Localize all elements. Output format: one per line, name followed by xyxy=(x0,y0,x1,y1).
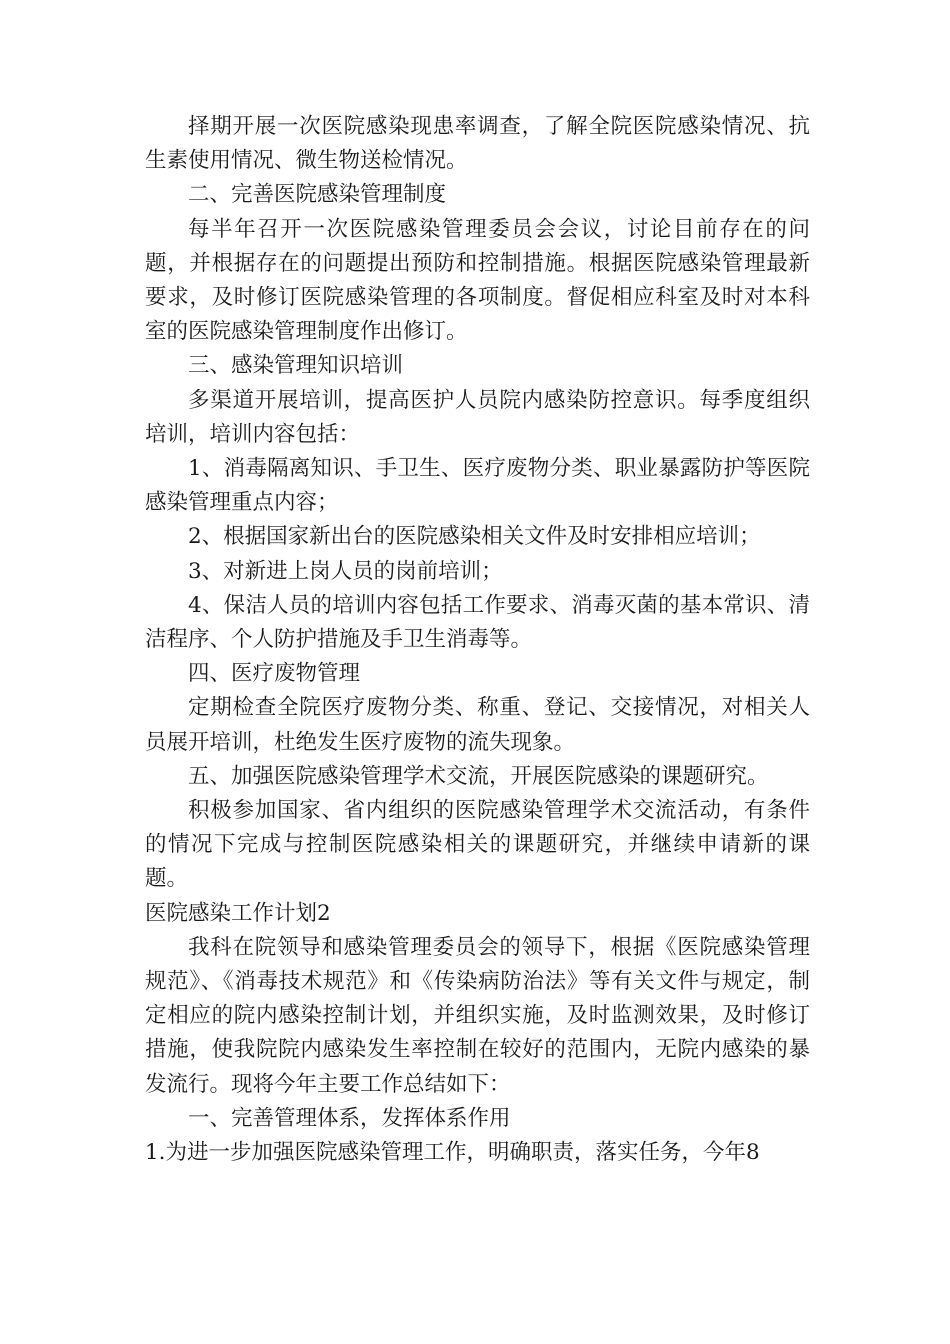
section-heading-5: 五、加强医院感染管理学术交流，开展医院感染的课题研究。 xyxy=(188,763,769,789)
paragraph-plan-2-item-1: 1.为进一步加强医院感染管理工作，明确职责，落实任务，今年8 xyxy=(145,1140,760,1166)
section-heading-2: 二、完善医院感染管理制度 xyxy=(188,182,447,208)
list-item-training-3: 3、对新进上岗人员的岗前培训； xyxy=(188,558,503,584)
paragraph-survey-continuation: 择期开展一次医院感染现患率调查，了解全院医院感染情况、抗生素使用情况、微生物送检情况。 xyxy=(145,114,810,174)
section-heading-plan-2-1: 一、完善管理体系，发挥体系作用 xyxy=(188,1105,511,1131)
list-item-training-4: 4、保洁人员的培训内容包括工作要求、消毒灭菌的基本常识、清洁程序、个人防护措施及手卫生消毒等。 xyxy=(145,592,810,653)
section-heading-3: 三、感染管理知识培训 xyxy=(188,353,404,379)
paragraph-committee-meeting: 每半年召开一次医院感染管理委员会会议，讨论目前存在的问题，并根据存在的问题提出预防和控制措施。根据医院感染管理最新要求，及时修订医院感染管理的各项制度。督促相应科室及时对本科室的医院感染管理制度作出修订。 xyxy=(145,216,810,345)
list-item-training-1: 1、消毒隔离知识、手卫生、医疗废物分类、职业暴露防护等医院感染管理重点内容； xyxy=(145,456,810,516)
paragraph-plan-2-intro: 我科在院领导和感染管理委员会的领导下，根据《医院感染管理规范》、《消毒技术规范》和《传染病防治法》等有关文件与规定，制定相应的院内感染控制计划，并组织实施，及时监测效果，及时修订措施，使我院院内感染发生率控制在较好的范围内，无院内感染的暴发流行。现将今年主要工作总结如下： xyxy=(145,934,810,1097)
list-item-training-2: 2、根据国家新出台的医院感染相关文件及时安排相应培训； xyxy=(188,524,761,550)
section-heading-4: 四、医疗废物管理 xyxy=(188,661,361,687)
paragraph-medical-waste: 定期检查全院医疗废物分类、称重、登记、交接情况，对相关人员展开培训，杜绝发生医疗废物的流失现象。 xyxy=(145,695,810,755)
document-title-plan-2: 医院感染工作计划2 xyxy=(145,900,331,926)
document-body xyxy=(145,110,810,1170)
paragraph-academic-exchange: 积极参加国家、省内组织的医院感染管理学术交流活动，有条件的情况下完成与控制医院感染相关的课题研究，并继续申请新的课题。 xyxy=(145,798,810,892)
paragraph-training-intro: 多渠道开展培训，提高医护人员院内感染防控意识。每季度组织培训，培训内容包括： xyxy=(145,387,810,447)
